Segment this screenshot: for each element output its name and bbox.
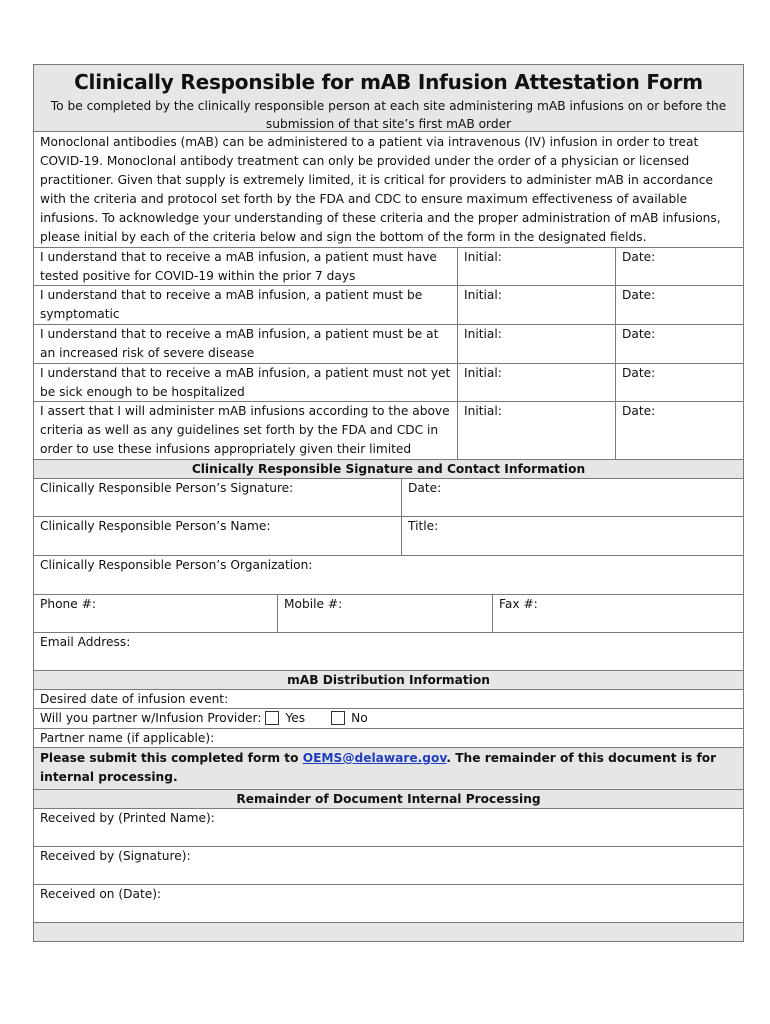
- email-field[interactable]: Email Address:: [34, 632, 743, 670]
- form-subtitle: To be completed by the clinically responsible person at each site administering mAB infusions on or before the submission of that site’s first mAB order: [50, 99, 727, 131]
- phone-field[interactable]: Phone #:: [34, 595, 278, 632]
- criteria-text: I understand that to receive a mAB infusion, a patient must be symptomatic: [34, 286, 458, 324]
- received-by-signature-field[interactable]: Received by (Signature):: [34, 846, 743, 884]
- criteria-text: I understand that to receive a mAB infusion, a patient must be at an increased risk of severe disease: [34, 325, 458, 363]
- criteria-row: [34, 285, 743, 324]
- form-title: Clinically Responsible for mAB Infusion Attestation Form: [74, 70, 703, 94]
- initial-field[interactable]: Initial:: [458, 286, 616, 324]
- date-field[interactable]: Date:: [622, 327, 656, 341]
- date-field[interactable]: Date:: [622, 250, 656, 264]
- initial-field[interactable]: Initial:: [458, 325, 616, 363]
- submit-text-after: . The remainder of this document is for internal processing.: [40, 751, 717, 784]
- received-on-field[interactable]: Received on (Date):: [34, 884, 743, 922]
- submit-text-before: Please submit this completed form to: [40, 751, 303, 765]
- yes-label: Yes: [285, 711, 306, 725]
- form-footer-bar: [34, 922, 743, 941]
- initial-field[interactable]: Initial:: [458, 248, 616, 285]
- signature-row: [34, 478, 743, 516]
- form-header: [34, 65, 743, 131]
- yes-checkbox[interactable]: [265, 711, 279, 725]
- date-field[interactable]: Date:: [622, 404, 656, 418]
- organization-field[interactable]: Clinically Responsible Person’s Organization:: [34, 555, 743, 594]
- initial-field[interactable]: Initial:: [458, 402, 616, 459]
- date-field[interactable]: Date:: [622, 366, 656, 380]
- signature-field[interactable]: Clinically Responsible Person’s Signature:: [34, 479, 402, 516]
- signature-section-heading: Clinically Responsible Signature and Contact Information: [34, 459, 743, 478]
- name-field[interactable]: Clinically Responsible Person’s Name:: [34, 517, 402, 555]
- intro-paragraph: Monoclonal antibodies (mAB) can be administered to a patient via intravenous (IV) infusion in order to treat COVID-19. Monoclonal antibody treatment can only be provided under the order of a physician or licensed practitioner. Given that supply is extremely limited, it is critical for providers to administer mAB in accordance with the criteria and protocol set forth by the FDA and CDC to ensure maximum effectiveness of available infusions. To acknowledge your understanding of these criteria and the proper administration of mAB infusions, please initial by each of the criteria below and sign the bottom of the form in the designated fields.: [40, 135, 721, 244]
- criteria-text: I assert that I will administer mAB infusions according to the above criteria as well as any guidelines set forth by the FDA and CDC in order to use these infusions appropriately given their limited: [34, 402, 458, 459]
- title-field[interactable]: Title:: [408, 519, 439, 533]
- fax-field[interactable]: Fax #:: [499, 597, 538, 611]
- criteria-row: [34, 247, 743, 285]
- intro-paragraph-row: [34, 131, 743, 247]
- partner-name-field[interactable]: Partner name (if applicable):: [34, 728, 743, 747]
- internal-section-heading: Remainder of Document Internal Processing: [34, 789, 743, 808]
- criteria-text: I understand that to receive a mAB infusion, a patient must have tested positive for COVID-19 within the prior 7 days: [34, 248, 458, 285]
- desired-date-field[interactable]: Desired date of infusion event:: [34, 689, 743, 708]
- criteria-row: [34, 401, 743, 459]
- mobile-field[interactable]: Mobile #:: [278, 595, 493, 632]
- criteria-text: I understand that to receive a mAB infusion, a patient must not yet be sick enough to be hospitalized: [34, 364, 458, 401]
- no-checkbox[interactable]: [331, 711, 345, 725]
- attestation-form: [33, 64, 744, 942]
- date-field[interactable]: Date:: [622, 288, 656, 302]
- initial-field[interactable]: Initial:: [458, 364, 616, 401]
- phone-row: [34, 594, 743, 632]
- no-label: No: [351, 711, 368, 725]
- partner-question-label: Will you partner w/Infusion Provider:: [40, 711, 262, 725]
- partner-question-row: [34, 708, 743, 728]
- criteria-row: [34, 363, 743, 401]
- criteria-row: [34, 324, 743, 363]
- name-row: [34, 516, 743, 555]
- received-by-name-field[interactable]: Received by (Printed Name):: [34, 808, 743, 846]
- signature-date-field[interactable]: Date:: [408, 481, 442, 495]
- submit-instructions: [34, 747, 743, 789]
- submit-email-link[interactable]: OEMS@delaware.gov: [302, 751, 447, 765]
- distribution-section-heading: mAB Distribution Information: [34, 670, 743, 689]
